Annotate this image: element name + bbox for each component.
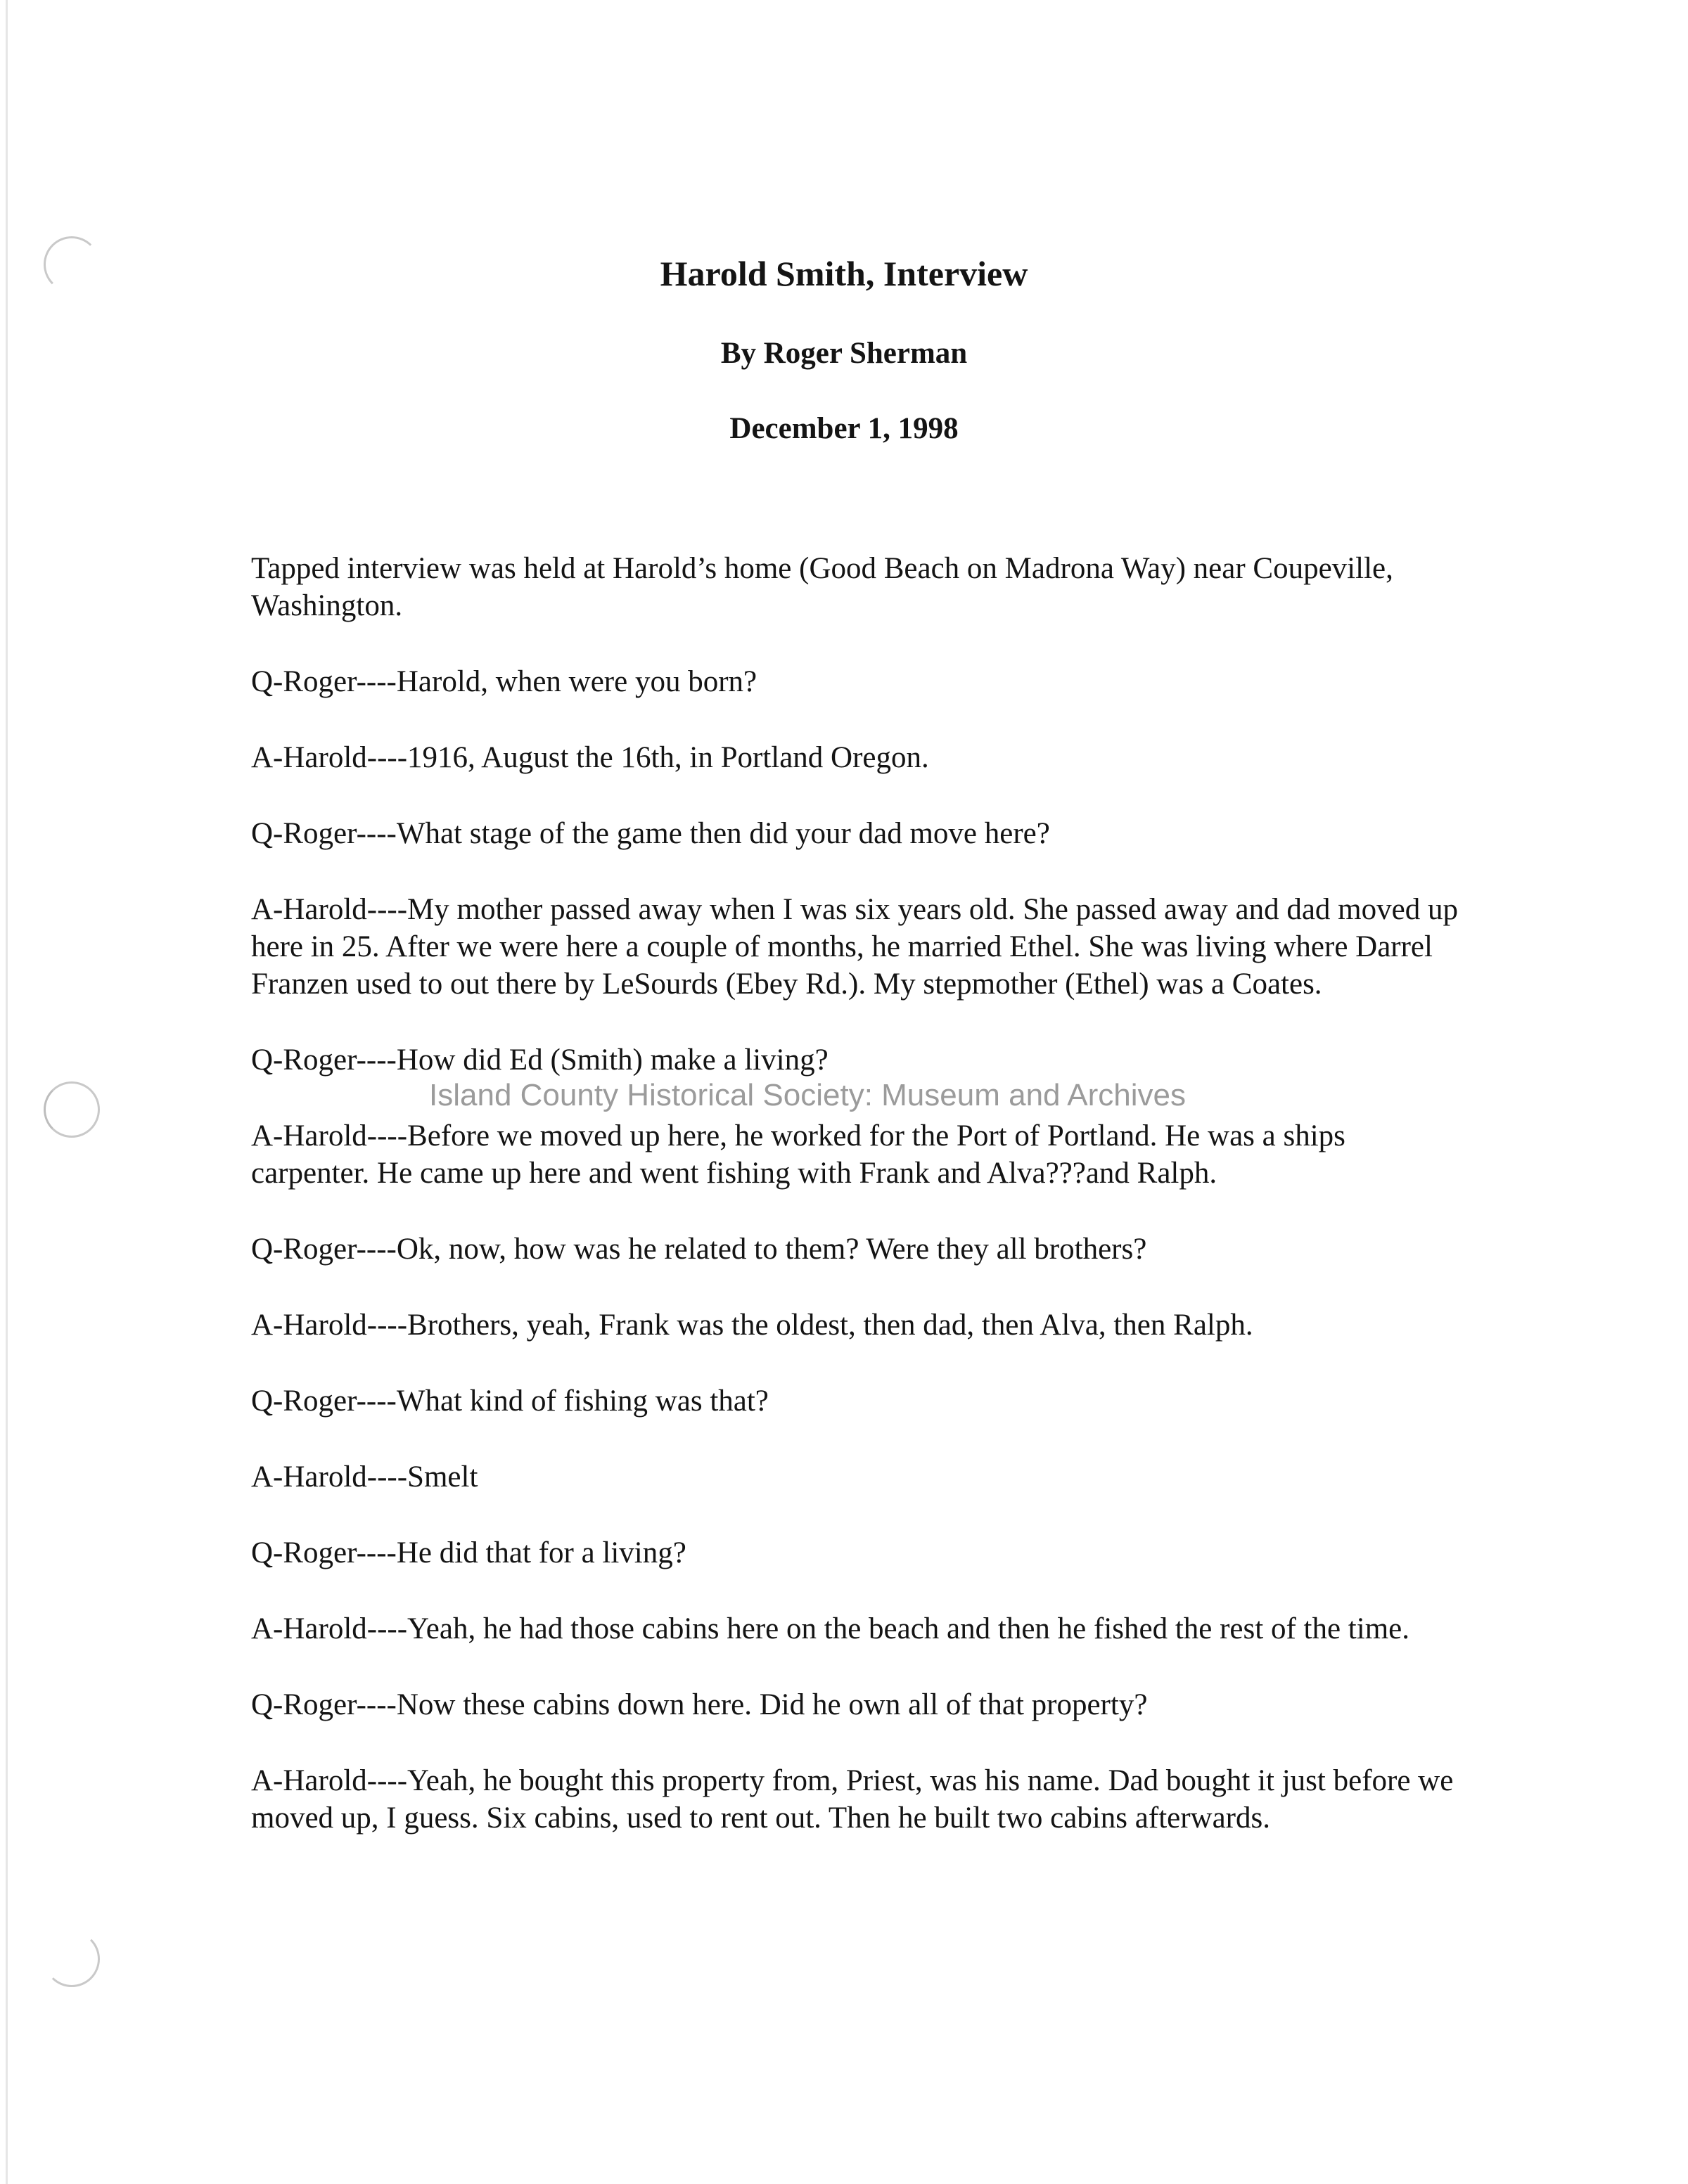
document-date: December 1, 1998 xyxy=(729,412,959,445)
answer-paragraph: A-Harold----Yeah, he bought this property from, Priest, was his name. Dad bought it just before we moved up, I guess. Six cabins, used to rent out. Then he built two cabins afterwards. xyxy=(251,1764,1454,1835)
answer-paragraph: A-Harold----Brothers, yeah, Frank was the oldest, then dad, then Alva, then Ralph. xyxy=(251,1309,1253,1342)
interview-body xyxy=(251,550,1461,1875)
answer-paragraph: A-Harold----Smelt xyxy=(251,1460,478,1494)
archive-watermark: Island County Historical Society: Museum and Archives xyxy=(429,1078,1187,1112)
document-title: Harold Smith, Interview xyxy=(660,254,1028,293)
question-paragraph: Q-Roger----Now these cabins down here. Did he own all of that property? xyxy=(251,1688,1148,1721)
question-paragraph: Q-Roger----Harold, when were you born? xyxy=(251,665,757,698)
question-paragraph: Q-Roger----How did Ed (Smith) make a living? xyxy=(251,1043,829,1077)
answer-paragraph: A-Harold----1916, August the 16th, in Portland Oregon. xyxy=(251,741,929,774)
question-paragraph: Q-Roger----He did that for a living? xyxy=(251,1536,686,1569)
answer-paragraph: A-Harold----My mother passed away when I was six years old. She passed away and dad moved up here in 25. After we were here a couple of months, he married Ethel. She was living where Darrel Franzen used to out there by LeSourds (Ebey Rd.). My stepmother (Ethel) was a Coates. xyxy=(251,893,1458,1001)
punch-hole-middle xyxy=(44,1081,100,1138)
intro-paragraph: Tapped interview was held at Harold’s home (Good Beach on Madrona Way) near Coupeville, Washington. xyxy=(251,552,1393,622)
answer-paragraph: A-Harold----Before we moved up here, he worked for the Port of Portland. He was a ships carpenter. He came up here and went fishing with Frank and Alva???and Ralph. xyxy=(251,1119,1345,1190)
document-byline: By Roger Sherman xyxy=(720,337,968,370)
question-paragraph: Q-Roger----What kind of fishing was that? xyxy=(251,1385,769,1418)
question-paragraph: Q-Roger----What stage of the game then did your dad move here? xyxy=(251,817,1050,850)
punch-hole-bottom xyxy=(44,1931,100,1987)
question-paragraph: Q-Roger----Ok, now, how was he related to them? Were they all brothers? xyxy=(251,1233,1147,1266)
answer-paragraph: A-Harold----Yeah, he had those cabins here on the beach and then he fished the rest of the time. xyxy=(251,1612,1409,1645)
page-edge-shadow xyxy=(6,0,8,2184)
